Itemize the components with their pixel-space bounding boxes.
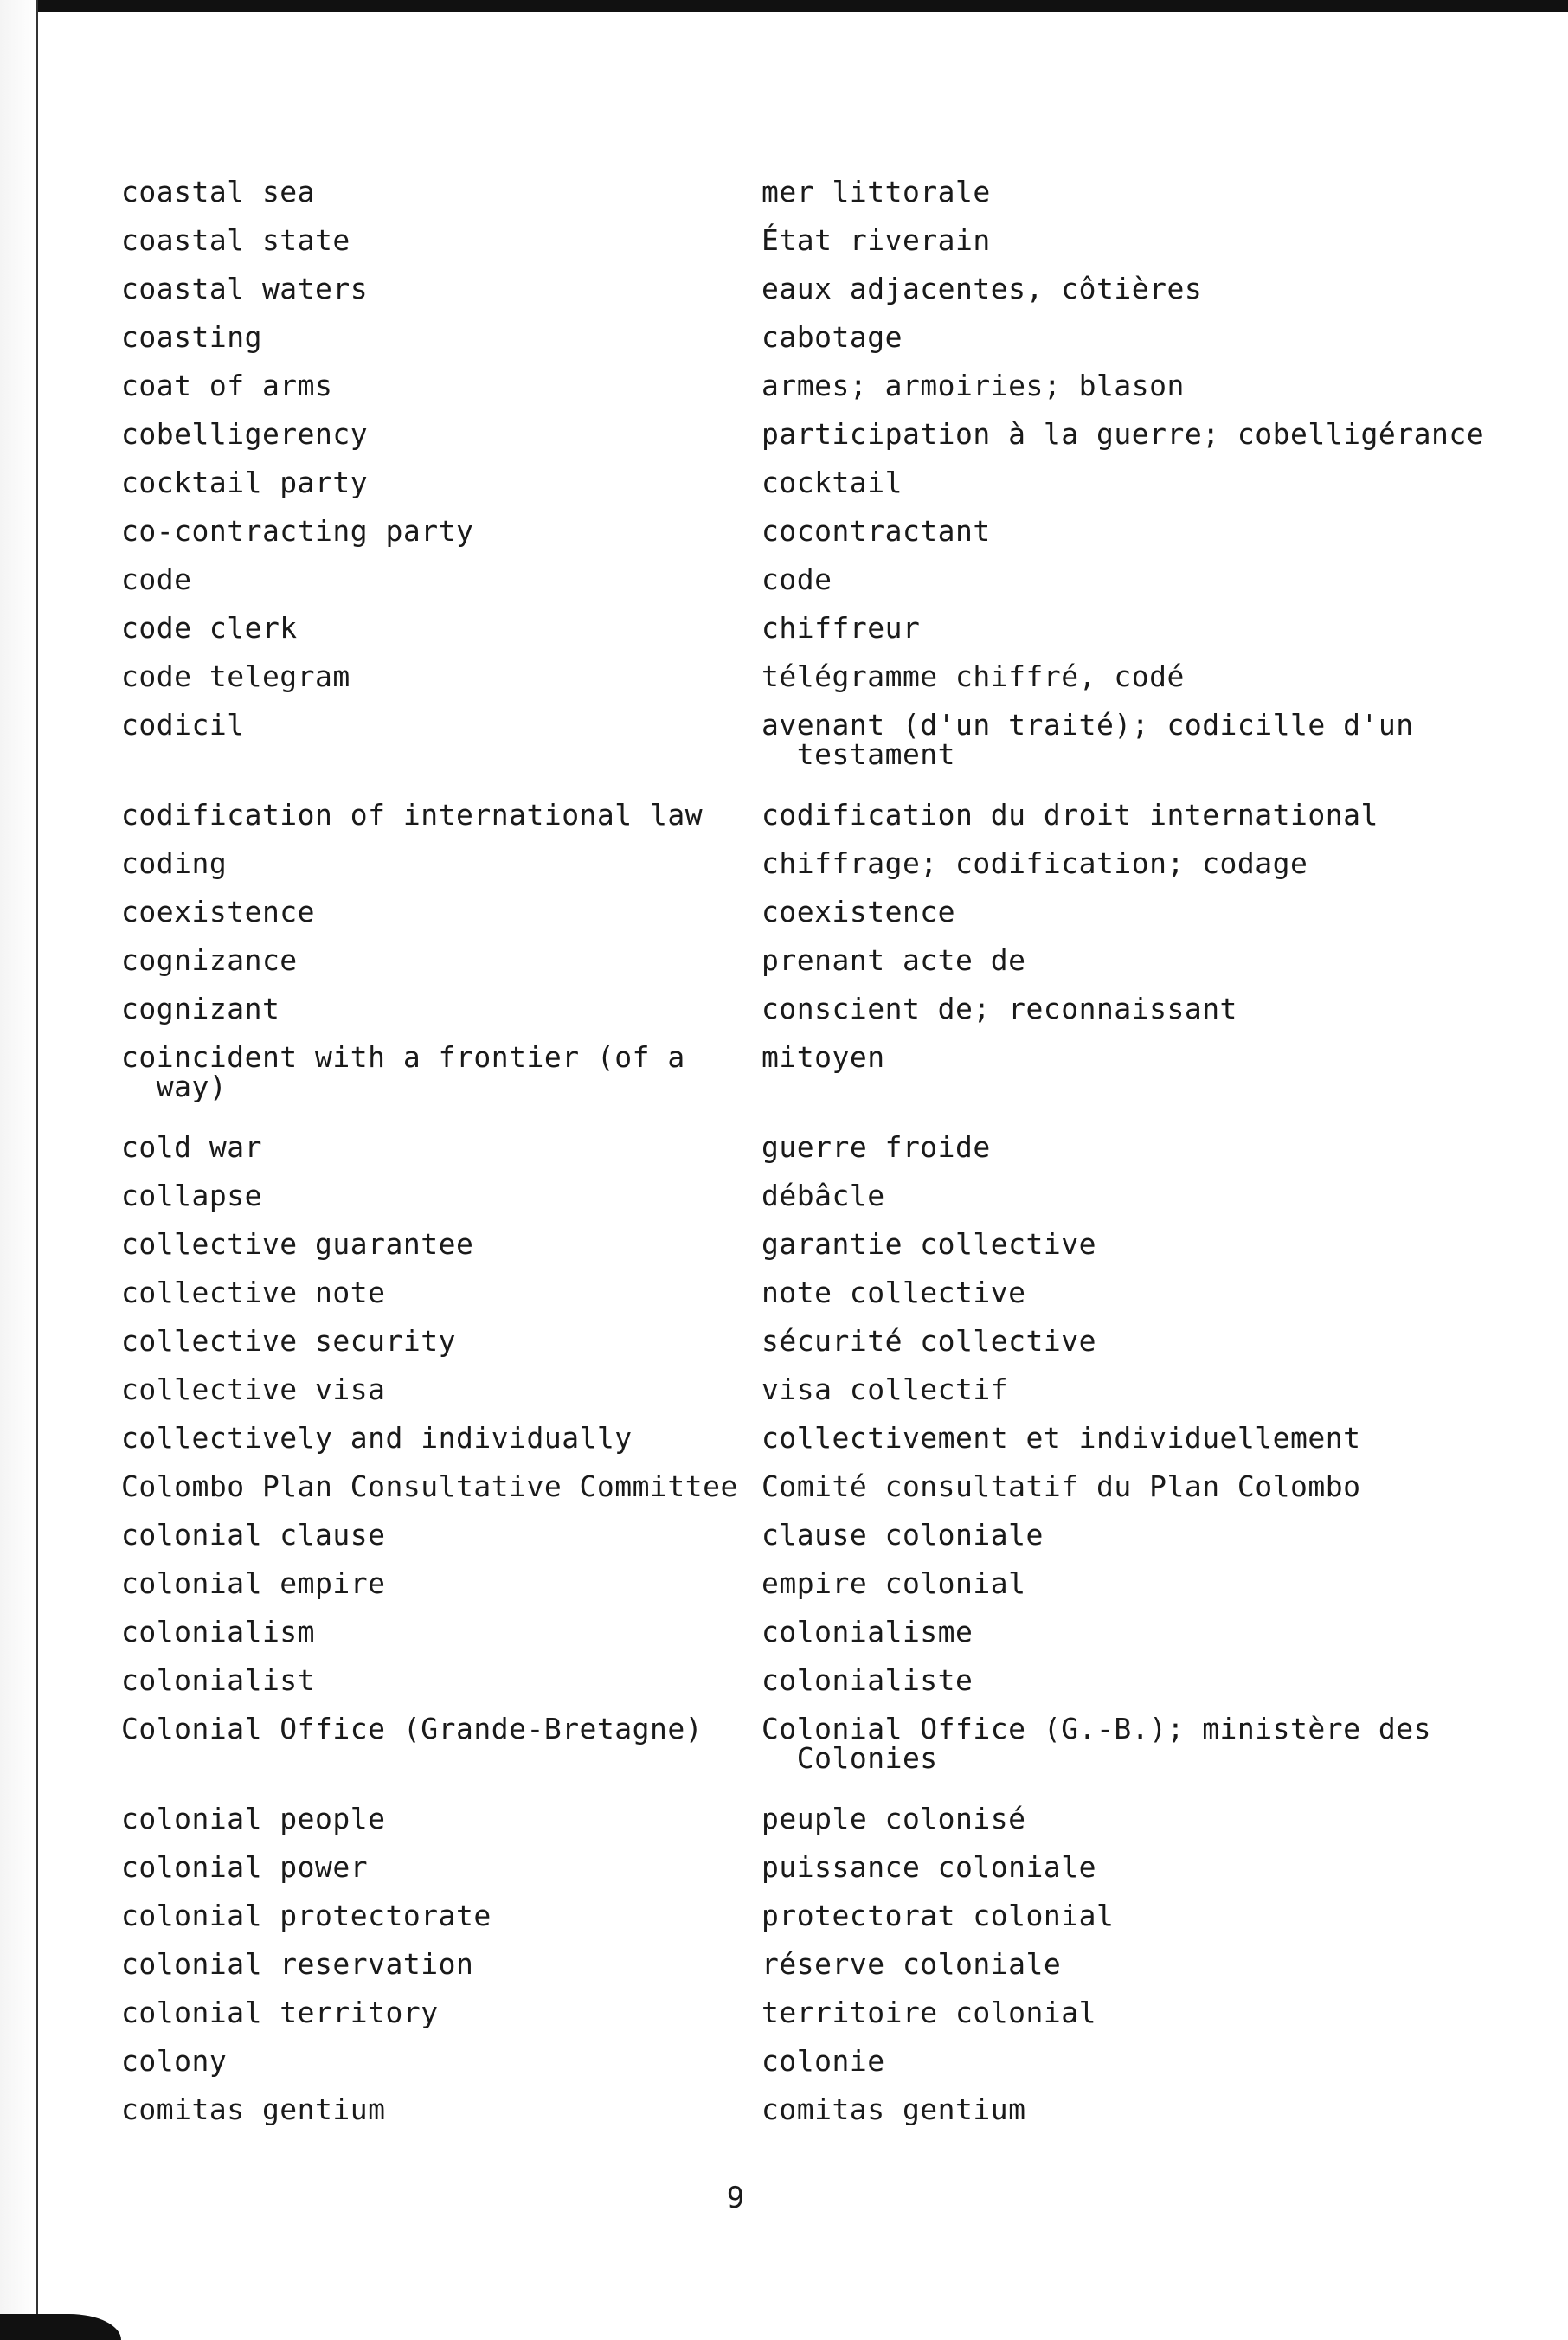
glossary-entry: [121, 1520, 1471, 1550]
english-term: coincident with a frontier (of a way): [121, 1040, 685, 1103]
english-term: code: [121, 562, 192, 596]
glossary-entry: [121, 1850, 1471, 1884]
french-translation: puissance coloniale: [762, 1850, 1096, 1884]
glossary-entry: [121, 1421, 1471, 1455]
english-term: colonial power: [121, 1850, 369, 1884]
english-term: code telegram: [121, 659, 350, 693]
glossary-entry: [121, 562, 1471, 596]
french-translation: empire colonial: [762, 1566, 1026, 1600]
english-term: codification of international law: [121, 798, 704, 832]
glossary-entry: [121, 177, 1471, 207]
glossary-entry: [121, 1181, 1471, 1211]
french-translation: mer littorale: [762, 175, 991, 209]
glossary-entry: [121, 1130, 1471, 1164]
french-translation: protectorat colonial: [762, 1899, 1115, 1932]
french-translation: débâcle: [762, 1179, 885, 1212]
english-term: colonialist: [121, 1663, 316, 1697]
english-term: coastal sea: [121, 175, 316, 209]
english-term: cold war: [121, 1130, 262, 1164]
english-term: collapse: [121, 1179, 262, 1212]
glossary-entry: [121, 1804, 1471, 1834]
glossary-entry: [121, 659, 1471, 693]
french-translation: comitas gentium: [762, 2092, 1026, 2126]
glossary-entry: [121, 2092, 1471, 2126]
french-translation: conscient de; reconnaissant: [762, 992, 1237, 1025]
english-term: comitas gentium: [121, 2092, 386, 2126]
english-term: Colonial Office (Grande-Bretagne): [121, 1712, 704, 1745]
scan-binding-edge: [0, 0, 38, 2340]
glossary-entry: [121, 1040, 1471, 1103]
glossary-entry: [121, 1998, 1471, 2028]
glossary-entry: [121, 1324, 1471, 1358]
french-translation: cocontractant: [762, 514, 991, 548]
french-translation: note collective: [762, 1276, 1026, 1309]
french-translation: avenant (d'un traité); codicille d'un testament: [762, 708, 1414, 771]
french-translation: Colonial Office (G.-B.); ministère des Colonies: [762, 1712, 1431, 1775]
french-translation: peuple colonisé: [762, 1802, 1026, 1835]
french-translation: État riverain: [762, 223, 991, 257]
glossary-entry: [121, 846, 1471, 880]
english-term: collective security: [121, 1324, 456, 1358]
glossary-list: [121, 175, 1485, 2144]
glossary-entry: [121, 1714, 1471, 1773]
french-translation: Comité consultatif du Plan Colombo: [762, 1469, 1361, 1503]
glossary-entry: [121, 1663, 1471, 1697]
french-translation: coexistence: [762, 895, 956, 929]
english-term: coasting: [121, 320, 262, 354]
english-term: codicil: [121, 708, 245, 742]
glossary-entry: [121, 514, 1471, 548]
french-translation: colonialisme: [762, 1615, 974, 1649]
glossary-entry: [121, 1227, 1471, 1261]
english-term: colony: [121, 2044, 228, 2078]
english-term: coastal waters: [121, 272, 369, 305]
english-term: Colombo Plan Consultative Committee: [121, 1469, 738, 1503]
english-term: cognizant: [121, 992, 280, 1025]
glossary-entry: [121, 1947, 1471, 1981]
glossary-entry: [121, 800, 1471, 830]
french-translation: collectivement et individuellement: [762, 1421, 1361, 1455]
french-translation: télégramme chiffré, codé: [762, 659, 1185, 693]
english-term: cobelligerency: [121, 417, 369, 451]
glossary-entry: [121, 1566, 1471, 1600]
french-translation: clause coloniale: [762, 1518, 1044, 1552]
english-term: cognizance: [121, 943, 298, 977]
french-translation: colonialiste: [762, 1663, 974, 1697]
french-translation: sécurité collective: [762, 1324, 1096, 1358]
glossary-entry: [121, 1372, 1471, 1406]
english-term: colonial territory: [121, 1996, 439, 2029]
french-translation: eaux adjacentes, côtières: [762, 272, 1203, 305]
glossary-entry: [121, 223, 1471, 257]
glossary-entry: [121, 2044, 1471, 2078]
glossary-entry: [121, 611, 1471, 645]
french-translation: réserve coloniale: [762, 1947, 1062, 1981]
glossary-entry: [121, 1901, 1471, 1931]
french-translation: colonie: [762, 2044, 885, 2078]
glossary-entry: [121, 710, 1471, 769]
english-term: coexistence: [121, 895, 316, 929]
glossary-entry: [121, 897, 1471, 927]
french-translation: visa collectif: [762, 1372, 1009, 1406]
glossary-entry: [121, 1617, 1471, 1647]
english-term: code clerk: [121, 611, 298, 645]
english-term: coastal state: [121, 223, 350, 257]
glossary-entry: [121, 1469, 1471, 1503]
scan-corner-smudge: [0, 2314, 121, 2340]
english-term: cocktail party: [121, 466, 369, 499]
french-translation: guerre froide: [762, 1130, 991, 1164]
page-number: 9: [726, 2181, 745, 2215]
french-translation: participation à la guerre; cobelligérance: [762, 417, 1485, 451]
english-term: colonial empire: [121, 1566, 386, 1600]
english-term: coding: [121, 846, 228, 880]
french-translation: codification du droit international: [762, 798, 1378, 832]
english-term: collectively and individually: [121, 1421, 633, 1455]
glossary-entry: [121, 1278, 1471, 1308]
english-term: colonial protectorate: [121, 1899, 492, 1932]
english-term: co-contracting party: [121, 514, 474, 548]
glossary-entry: [121, 417, 1485, 451]
scan-top-edge: [0, 0, 1568, 12]
english-term: colonial reservation: [121, 1947, 474, 1981]
english-term: colonial people: [121, 1802, 386, 1835]
french-translation: cocktail: [762, 466, 903, 499]
french-translation: code: [762, 562, 832, 596]
french-translation: prenant acte de: [762, 943, 1026, 977]
glossary-entry: [121, 994, 1471, 1024]
glossary-entry: [121, 371, 1471, 401]
french-translation: armes; armoiries; blason: [762, 369, 1185, 402]
glossary-entry: [121, 468, 1471, 498]
glossary-entry: [121, 274, 1471, 304]
french-translation: cabotage: [762, 320, 903, 354]
english-term: collective note: [121, 1276, 386, 1309]
english-term: colonial clause: [121, 1518, 386, 1552]
french-translation: chiffreur: [762, 611, 921, 645]
french-translation: territoire colonial: [762, 1996, 1096, 2029]
french-translation: garantie collective: [762, 1227, 1096, 1261]
glossary-entry: [121, 320, 1471, 354]
french-translation: chiffrage; codification; codage: [762, 846, 1308, 880]
english-term: collective visa: [121, 1372, 386, 1406]
french-translation: mitoyen: [762, 1040, 885, 1074]
english-term: colonialism: [121, 1615, 316, 1649]
english-term: collective guarantee: [121, 1227, 474, 1261]
english-term: coat of arms: [121, 369, 333, 402]
glossary-entry: [121, 943, 1471, 977]
